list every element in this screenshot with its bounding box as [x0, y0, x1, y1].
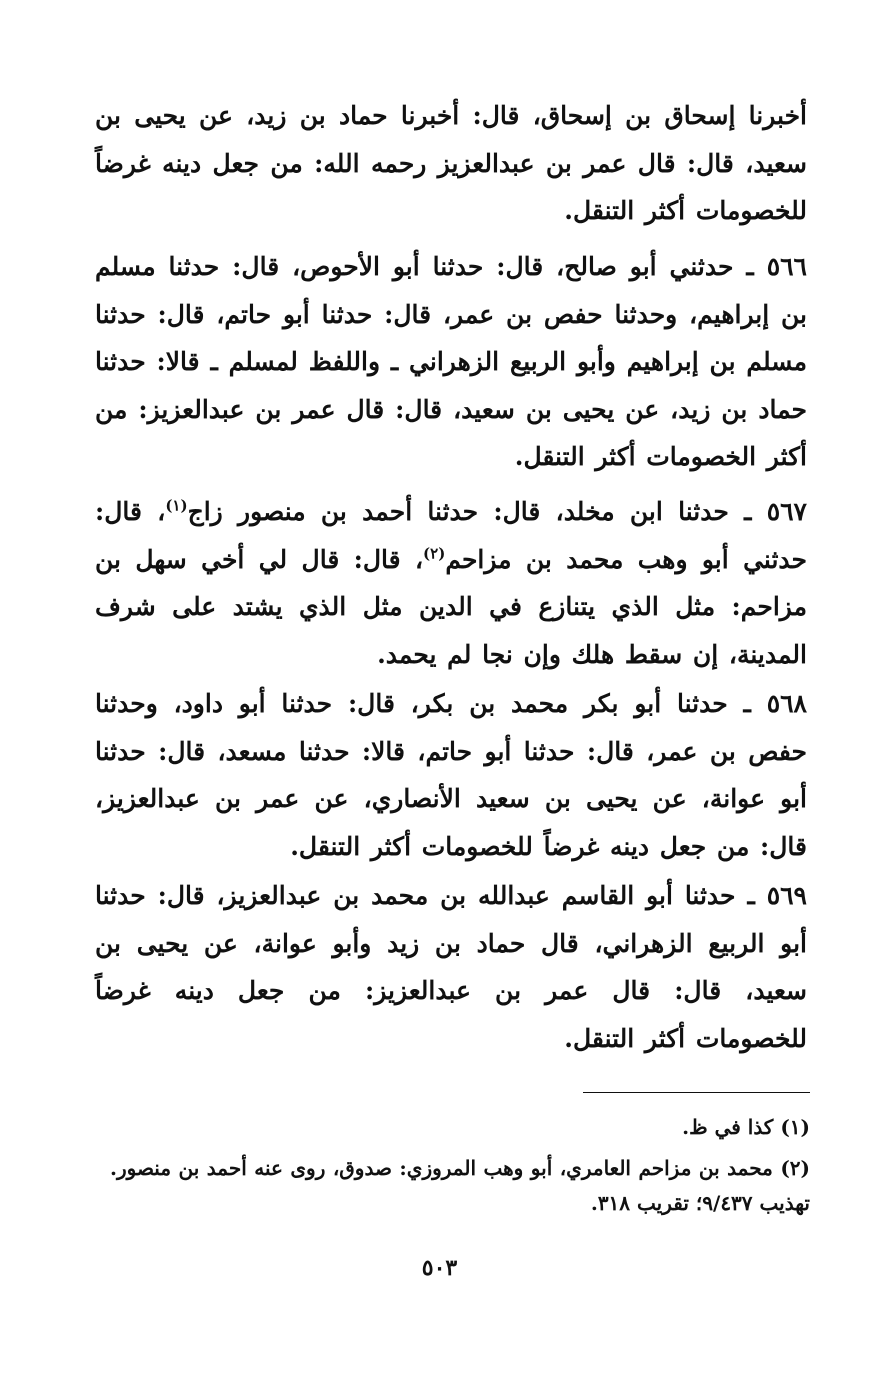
dash: ـ: [744, 497, 752, 526]
paragraph-text: أخبرنا إسحاق بن إسحاق، قال: أخبرنا حماد بن زيد، عن يحيى بن سعيد، قال: قال عمر بن عبدالعزيز رحمه الله: من جعل دينه غرضاً للخصومات أكثر التنقل.: [95, 101, 807, 225]
footnote-ref-2[interactable]: (٢): [423, 544, 446, 563]
hadith-569: [95, 872, 807, 1062]
footnote-marker: (٢): [780, 1156, 811, 1180]
footnote-2: [110, 1151, 810, 1221]
hadith-number: ٥٦٦: [766, 252, 807, 281]
footnote-marker: (١): [780, 1115, 810, 1139]
paragraph-continuation: [95, 92, 807, 235]
dash: ـ: [743, 689, 751, 718]
footnote-1: [110, 1110, 810, 1145]
hadith-number: ٥٦٧: [766, 497, 807, 526]
footnote-ref-1[interactable]: (١): [165, 496, 188, 515]
paragraph-text: حدثني أبو صالح، قال: حدثنا أبو الأحوص، قال: حدثنا مسلم بن إبراهيم، وحدثنا حفص بن عمر، قال: حدثنا أبو حاتم، قال: حدثنا مسلم بن إبراهيم وأبو الربيع الزهراني ـ واللفظ لمسلم ـ قالا: حدثنا حماد بن زيد، عن يحيى بن سعيد، قال: قال عمر بن عبدالعزيز: من أكثر الخصومات أكثر التنقل.: [95, 252, 807, 471]
footnotes: [110, 1110, 810, 1227]
paragraph-text: حدثنا أبو بكر محمد بن بكر، قال: حدثنا أبو داود، وحدثنا حفص بن عمر، قال: حدثنا أبو حاتم، قالا: حدثنا مسعد، قال: حدثنا أبو عوانة، عن يحيى بن سعيد الأنصاري، عن عمر بن عبدالعزيز، قال: من جعل دينه غرضاً للخصومات أكثر التنقل.: [95, 689, 807, 861]
paragraph-text: ، قال: حدثني أبو وهب محمد بن مزاحم: [95, 497, 807, 574]
hadith-568: [95, 680, 807, 870]
hadith-number: ٥٦٩: [766, 881, 807, 910]
footnote-separator: [583, 1092, 810, 1093]
dash: ـ: [747, 881, 755, 910]
dash: ـ: [746, 252, 754, 281]
paragraph-text: حدثنا ابن مخلد، قال: حدثنا أحمد بن منصور زاج: [187, 497, 729, 526]
hadith-number: ٥٦٨: [766, 689, 807, 718]
hadith-567: [95, 488, 807, 678]
footnote-text: كذا في ظ.: [682, 1115, 774, 1139]
paragraph-text: حدثنا أبو القاسم عبدالله بن محمد بن عبدالعزيز، قال: حدثنا أبو الربيع الزهراني، قال حماد بن زيد وأبو عوانة، عن يحيى بن سعيد، قال: قال عمر بن عبدالعزيز: من جعل دينه غرضاً للخصومات أكثر التنقل.: [95, 881, 807, 1053]
footnote-text: محمد بن مزاحم العامري، أبو وهب المروزي: صدوق، روى عنه أحمد بن منصور. تهذيب ٩/٤٣٧؛ تقريب ٣١٨.: [110, 1156, 810, 1215]
hadith-566: [95, 243, 807, 481]
paragraph-text: ، قال: قال لي أخي سهل بن مزاحم: مثل الذي يتنازع في الدين مثل الذي يشتد على شرف المدينة، إن سقط هلك وإن نجا لم يحمد.: [95, 544, 807, 669]
page-number: ٥٠٣: [421, 1255, 458, 1281]
